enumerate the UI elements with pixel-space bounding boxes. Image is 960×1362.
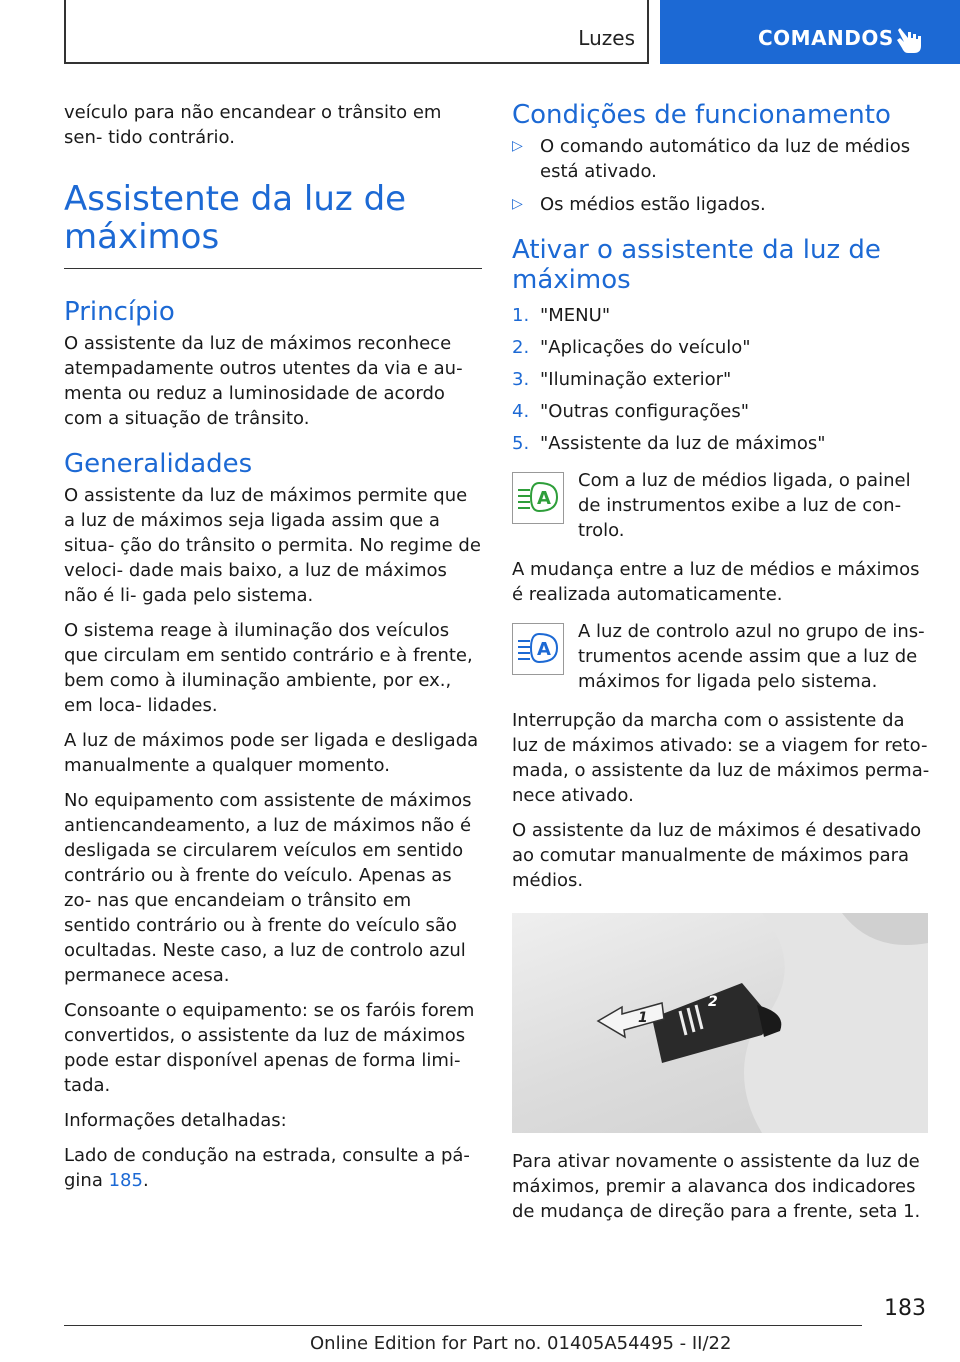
svg-text:A: A <box>537 639 551 660</box>
section-title: Assistente da luz de máximos <box>64 179 407 257</box>
header-chapter-box <box>660 0 960 64</box>
reference-end: . <box>142 1170 149 1191</box>
indicator-blue-text: A luz de controlo azul no grupo de ins- trumentos acende assim que a luz de máximos for ligada pelo sistema. <box>578 621 925 692</box>
high-beam-assistant-blue-icon <box>512 623 564 675</box>
turn-signal-lever-figure <box>512 913 928 1133</box>
paragraph: A mudança entre a luz de médios e máximos é realizada automaticamente. <box>512 559 920 605</box>
header-chapter-title: COMANDOS <box>758 26 894 50</box>
intro-paragraph: veículo para não encandear o trânsito em sen- tido contrário. <box>64 102 442 148</box>
header-section-box <box>64 0 649 64</box>
triangle-bullet-icon: ▷ <box>512 196 523 212</box>
step-number: 1. <box>512 305 530 326</box>
list-item <box>512 431 930 456</box>
paragraph: O assistente da luz de máximos permite que a luz de máximos seja ligada assim que a situa- ção do trânsito o permita. No regime de veloci- dade mais baixo, a luz de máximos não é li- gada pelo sistema. <box>64 485 481 606</box>
paragraph: O sistema reage à iluminação dos veículos que circulam em sentido contrário e à frente, bem como à iluminação ambiente, por ex., em loca- lidades. <box>64 620 473 716</box>
principio-heading: Princípio <box>64 297 175 327</box>
indicator-green-row <box>512 468 930 543</box>
page-reference-link[interactable]: 185 <box>108 1170 143 1191</box>
step-number: 5. <box>512 433 530 454</box>
header-section-title: Luzes <box>578 26 635 50</box>
paragraph: No equipamento com assistente de máximos antiencandeamento, a luz de máximos não é desligada se circularem veículos em sentido contrário ou à frente do veículo. Apenas as zo- nas que encandeiam o trânsito em sentido contrário ou à frente do veículo são ocultadas. Neste caso, a luz de controlo azul permanece acesa. <box>64 790 472 986</box>
paragraph: Informações detalhadas: <box>64 1110 287 1131</box>
step-text: "Iluminação exterior" <box>540 369 732 390</box>
list-item <box>512 367 930 392</box>
right-column <box>512 100 930 1234</box>
left-column <box>64 100 482 1203</box>
reference-paragraph <box>64 1143 482 1193</box>
footer-divider <box>64 1325 862 1326</box>
list-item <box>512 335 930 360</box>
arrow-label-2: 2 <box>708 994 718 1010</box>
step-number: 3. <box>512 369 530 390</box>
step-text: "MENU" <box>540 305 611 326</box>
pointing-hand-icon <box>896 26 922 54</box>
paragraph: Consoante o equipamento: se os faróis forem convertidos, o assistente da luz de máximos pode estar disponível apenas de forma limi- tada. <box>64 1000 475 1096</box>
title-divider <box>64 268 482 269</box>
paragraph: A luz de máximos pode ser ligada e desligada manualmente a qualquer momento. <box>64 730 479 776</box>
list-item <box>512 192 930 217</box>
step-number: 2. <box>512 337 530 358</box>
step-number: 4. <box>512 401 530 422</box>
conditions-list <box>512 134 930 217</box>
paragraph: Interrupção da marcha com o assistente da luz de máximos ativado: se a viagem for reto- mada, o assistente da luz de máximos perma- nece ativado. <box>512 710 930 806</box>
steps-list <box>512 303 930 456</box>
activate-heading: Ativar o assistente da luz de máximos <box>512 235 881 295</box>
principio-paragraph: O assistente da luz de máximos reconhece atempadamente outros utentes da via e au- menta ou reduz a luminosidade de acordo com a situação de trânsito. <box>64 333 463 429</box>
paragraph: O assistente da luz de máximos é desativado ao comutar manualmente de máximos para médios. <box>512 820 922 891</box>
reference-text: Lado de condução na estrada, consulte a pá- gina <box>64 1145 470 1191</box>
high-beam-assistant-green-icon <box>512 472 564 524</box>
step-text: "Assistente da luz de máximos" <box>540 433 826 454</box>
conditions-heading: Condições de funcionamento <box>512 100 891 130</box>
list-item <box>512 134 930 184</box>
triangle-bullet-icon: ▷ <box>512 138 523 154</box>
list-item-text: O comando automático da luz de médios está ativado. <box>540 136 911 182</box>
arrow-label-1: 1 <box>638 1010 648 1026</box>
paragraph: Para ativar novamente o assistente da luz de máximos, premir a alavanca dos indicadores de mudança de direção para a frente, seta 1. <box>512 1151 921 1222</box>
list-item <box>512 303 930 328</box>
step-text: "Outras configurações" <box>540 401 750 422</box>
footer-edition: Online Edition for Part no. 01405A54495 - II/22 <box>310 1333 732 1354</box>
step-text: "Aplicações do veículo" <box>540 337 751 358</box>
generalidades-heading: Generalidades <box>64 449 253 479</box>
page-number: 183 <box>884 1296 926 1321</box>
indicator-green-text: Com a luz de médios ligada, o painel de instrumentos exibe a luz de con- trolo. <box>578 470 911 541</box>
list-item <box>512 399 930 424</box>
svg-text:A: A <box>537 488 551 509</box>
list-item-text: Os médios estão ligados. <box>540 194 766 215</box>
indicator-blue-row <box>512 619 930 694</box>
